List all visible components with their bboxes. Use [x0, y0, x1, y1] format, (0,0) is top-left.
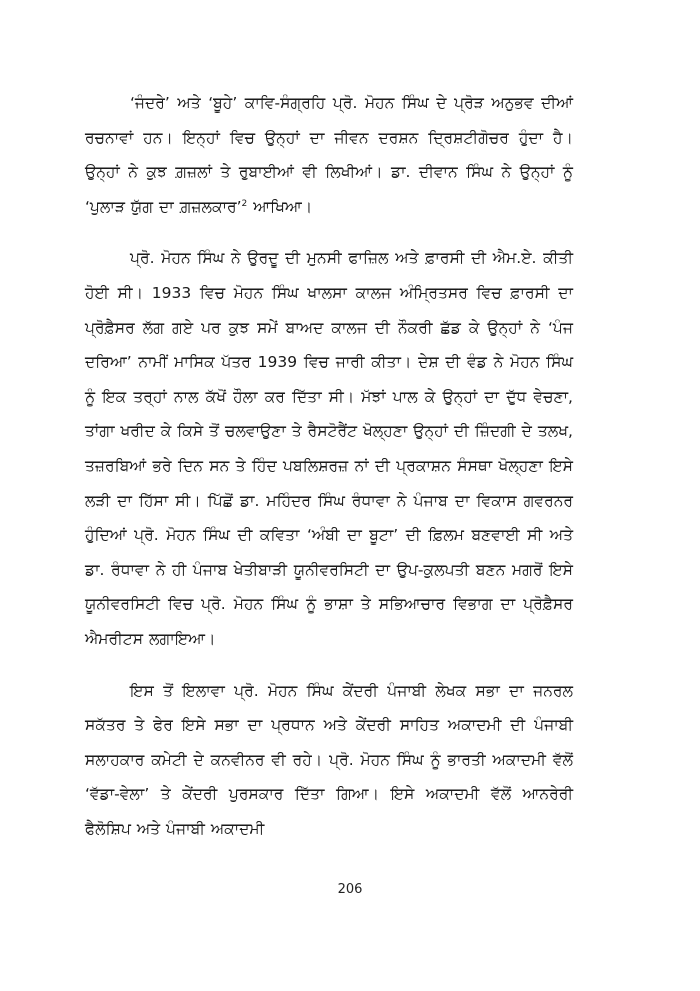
- paragraph-text: ਪ੍ਰੋ. ਮੋਹਨ ਸਿੰਘ ਨੇ ਉਰਦੂ ਦੀ ਮੁਨਸੀ ਫਾਜ਼ਿਲ ਅਤੇ ਫ਼ਾਰਸੀ ਦੀ ਐਮ.ਏ. ਕੀਤੀ ਹੋਈ ਸੀ। 1933 ਵਿਚ ਮੋਹਨ ਸਿੰਘ ਖਾਲਸਾ ਕਾਲਜ ਅੰਮ੍ਰਿਤਸਰ ਵਿਚ ਫ਼ਾਰਸੀ ਦਾ ਪ੍ਰੋਫ਼ੈਸਰ ਲੱਗ ਗਏ ਪਰ ਕੁਝ ਸਮੇਂ ਬਾਅਦ ਕਾਲਜ ਦੀ ਨੌਕਰੀ ਛੱਡ ਕੇ ਉਨ੍ਹਾਂ ਨੇ ‘ਪੰਜ ਦਰਿਆ’ ਨਾਮੀਂ ਮਾਸਿਕ ਪੱਤਰ 1939 ਵਿਚ ਜਾਰੀ ਕੀਤਾ। ਦੇਸ਼ ਦੀ ਵੰਡ ਨੇ ਮੋਹਨ ਸਿੰਘ ਨੂੰ ਇਕ ਤਰ੍ਹਾਂ ਨਾਲ ਕੱਖੋਂ ਹੌਲਾ ਕਰ ਦਿੱਤਾ ਸੀ। ਮੱਝਾਂ ਪਾਲ ਕੇ ਉਨ੍ਹਾਂ ਦਾ ਦੁੱਧ ਵੇਚਣਾ, ਤਾਂਗਾ ਖਰੀਦ ਕੇ ਕਿਸੇ ਤੋਂ ਚਲਵਾਉਣਾ ਤੇ ਰੈਸਟੋਰੈਂਟ ਖੋਲ੍ਹਣਾ ਉਨ੍ਹਾਂ ਦੀ ਜ਼ਿੰਦਗੀ ਦੇ ਤਲਖ, ਤਜ਼ਰਬਿਆਂ ਭਰੇ ਦਿਨ ਸਨ ਤੇ ਹਿੰਦ ਪਬਲਿਸ਼ਰਜ਼ ਨਾਂ ਦੀ ਪ੍ਰਕਾਸ਼ਨ ਸੰਸਥਾ ਖੋਲ੍ਹਣਾ ਇਸੇ ਲੜੀ ਦਾ ਹਿੱਸਾ ਸੀ। ਪਿੱਛੋਂ ਡਾ. ਮਹਿੰਦਰ ਸਿੰਘ ਰੰਧਾਵਾ ਨੇ ਪੰਜਾਬ ਦਾ ਵਿਕਾਸ ਗਵਰਨਰ ਹੁੰਦਿਆਂ ਪ੍ਰੋ. ਮੋਹਨ ਸਿੰਘ ਦੀ ਕਵਿਤਾ ‘ਅੰਬੀ ਦਾ ਬੂਟਾ’ ਦੀ ਫ਼ਿਲਮ ਬਣਵਾਈ ਸੀ ਅਤੇ ਡਾ. ਰੰਧਾਵਾ ਨੇ ਹੀ ਪੰਜਾਬ ਖੇਤੀਬਾੜੀ ਯੂਨੀਵਰਸਿਟੀ ਦਾ ਉਪ-ਕੁਲਪਤੀ ਬਣਨ ਮਗਰੋਂ ਇਸੇ ਯੂਨੀਵਰਸਿਟੀ ਵਿਚ ਪ੍ਰੋ. ਮੋਹਨ ਸਿੰਘ ਨੂੰ ਭਾਸ਼ਾ ਤੇ ਸਭਿਆਚਾਰ ਵਿਭਾਗ ਦਾ ਪ੍ਰੋਫ਼ੈਸਰ ਐਮਰੀਟਸ ਲਗਾਇਆ।: [85, 249, 573, 648]
- paragraph-honours: [85, 674, 573, 847]
- paragraph-text: ਇਸ ਤੋਂ ਇਲਾਵਾ ਪ੍ਰੋ. ਮੋਹਨ ਸਿੰਘ ਕੇਂਦਰੀ ਪੰਜਾਬੀ ਲੇਖਕ ਸਭਾ ਦਾ ਜਨਰਲ ਸਕੱਤਰ ਤੇ ਫੇਰ ਇਸੇ ਸਭਾ ਦਾ ਪ੍ਰਧਾਨ ਅਤੇ ਕੇਂਦਰੀ ਸਾਹਿਤ ਅਕਾਦਮੀ ਦੀ ਪੰਜਾਬੀ ਸਲਾਹਕਾਰ ਕਮੇਟੀ ਦੇ ਕਨਵੀਨਰ ਵੀ ਰਹੇ। ਪ੍ਰੋ. ਮੋਹਨ ਸਿੰਘ ਨੂੰ ਭਾਰਤੀ ਅਕਾਦਮੀ ਵੱਲੋਂ ‘ਵੱਡਾ-ਵੇਲਾ’ ਤੇ ਕੇਂਦਰੀ ਪੁਰਸਕਾਰ ਦਿੱਤਾ ਗਿਆ। ਇਸੇ ਅਕਾਦਮੀ ਵੱਲੋਂ ਆਨਰੇਰੀ ਫੈਲੋਸ਼ਿਪ ਅਤੇ ਪੰਜਾਬੀ ਅਕਾਦਮੀ: [85, 681, 573, 838]
- paragraph-jandre-buhe: [85, 86, 573, 224]
- paragraph-text-continued: ਆਖਿਆ।: [247, 197, 313, 216]
- document-page-body: [85, 86, 573, 846]
- paragraph-biography: [85, 241, 573, 656]
- footnote-reference[interactable]: 2: [241, 198, 248, 209]
- paragraph-text: ‘ਜੰਦਰੇ’ ਅਤੇ ‘ਬੂਹੇ’ ਕਾਵਿ-ਸੰਗ੍ਰਹਿ ਪ੍ਰੋ. ਮੋਹਨ ਸਿੰਘ ਦੇ ਪ੍ਰੋੜ ਅਨੁਭਵ ਦੀਆਂ ਰਚਨਾਵਾਂ ਹਨ। ਇਨ੍ਹਾਂ ਵਿਚ ਉਨ੍ਹਾਂ ਦਾ ਜੀਵਨ ਦਰਸ਼ਨ ਦ੍ਰਿਸ਼ਟੀਗੋਚਰ ਹੁੰਦਾ ਹੈ। ਉਨ੍ਹਾਂ ਨੇ ਕੁਝ ਗ਼ਜ਼ਲਾਂ ਤੇ ਰੁਬਾਈਆਂ ਵੀ ਲਿਖੀਆਂ। ਡਾ. ਦੀਵਾਨ ਸਿੰਘ ਨੇ ਉਨ੍ਹਾਂ ਨੂੰ ‘ਪੁਲਾੜ ਯੁੱਗ ਦਾ ਗ਼ਜ਼ਲਕਾਰ’: [85, 94, 573, 216]
- page-number: 206: [337, 882, 363, 897]
